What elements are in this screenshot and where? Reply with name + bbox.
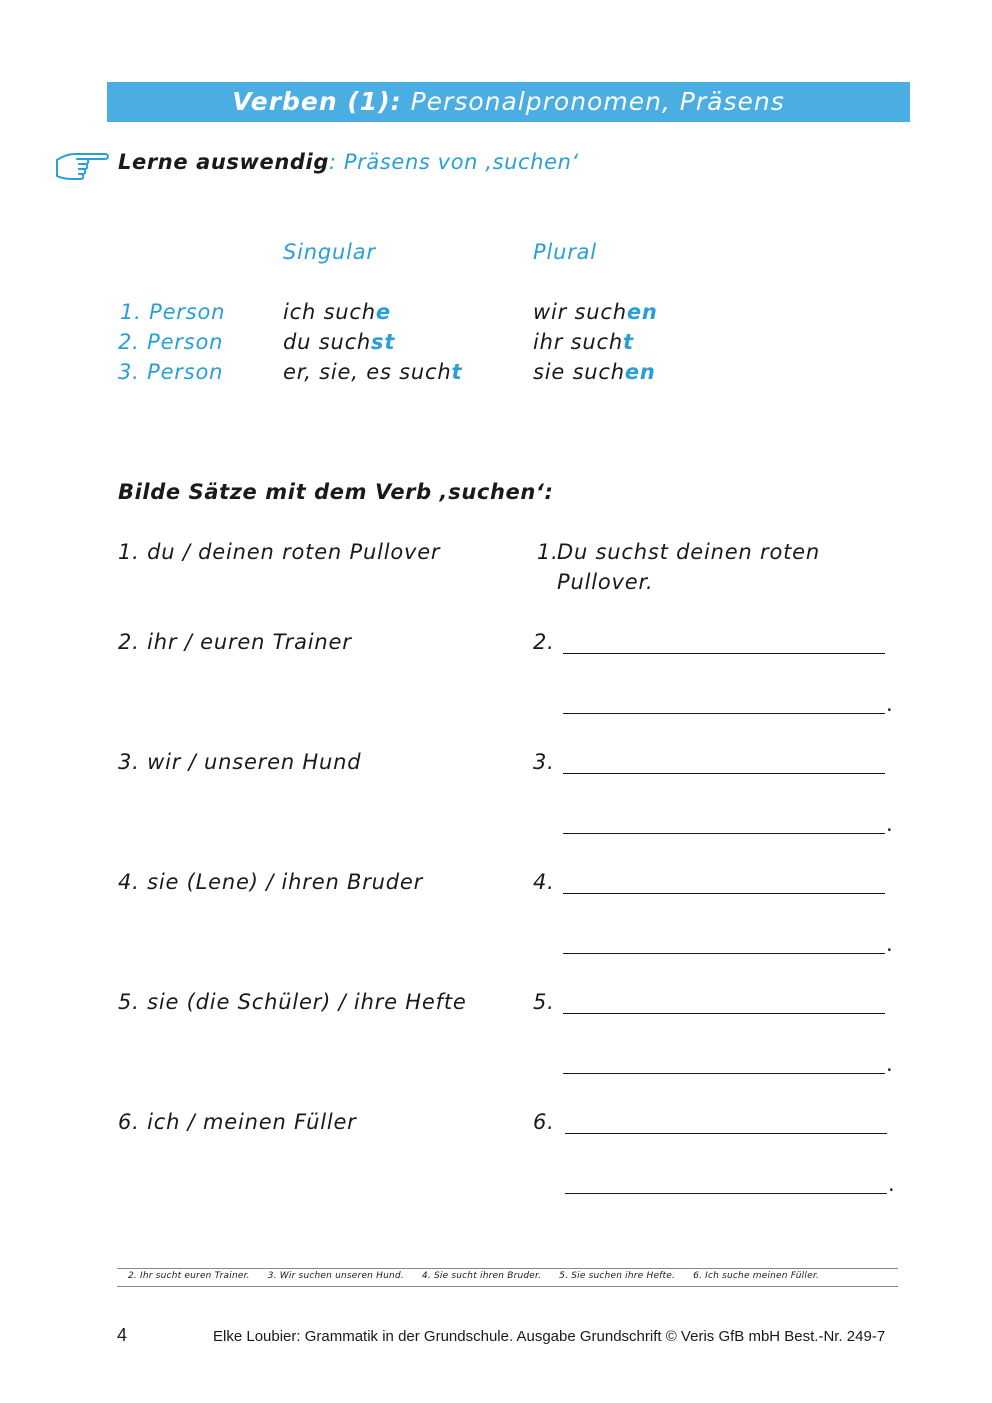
solution-4: 4. Sie sucht ihren Bruder. [421, 1271, 542, 1281]
page-number: 4 [117, 1325, 128, 1345]
example-answer-line1: Du suchst deinen roten [557, 540, 820, 564]
answer-period-6: . [888, 1172, 895, 1196]
person-label-2: 2. Person [118, 330, 224, 354]
title-bar [107, 82, 910, 122]
solution-2: 2. Ihr sucht euren Trainer. [128, 1271, 250, 1281]
person-label-1: 1. Person [120, 300, 226, 324]
answer-number-6: 6. [533, 1110, 555, 1134]
answer-period-4: . [886, 932, 893, 956]
title-subtopic: Personalpronomen, Präsens [401, 87, 785, 116]
answer-period-5: . [886, 1052, 893, 1076]
singular-stem-2: du such [283, 330, 372, 354]
answer-number-2: 2. [533, 630, 555, 654]
answer-line-4a[interactable] [563, 893, 885, 894]
solutions-top-rule [117, 1268, 898, 1269]
memorize-colon: : [328, 150, 344, 174]
singular-ending-2: st [371, 330, 396, 354]
exercise-prompt-1: 1. du / deinen roten Pullover [118, 540, 441, 564]
answer-number-4: 4. [533, 870, 555, 894]
memorize-heading [118, 150, 579, 174]
memorize-label: Lerne auswendig [118, 150, 329, 174]
solutions-key [128, 1271, 837, 1281]
plural-ending-3: en [624, 360, 656, 384]
plural-form-2 [533, 330, 634, 354]
answer-line-3b[interactable] [563, 833, 885, 834]
exercise-prompt-4: 4. sie (Lene) / ihren Bruder [118, 870, 424, 894]
memorize-topic: Präsens von ‚suchen‘ [343, 150, 579, 174]
solution-6: 6. Ich suche meinen Füller. [693, 1271, 819, 1281]
exercise-prompt-6: 6. ich / meinen Füller [118, 1110, 357, 1134]
solution-5: 5. Sie suchen ihre Hefte. [559, 1271, 676, 1281]
answer-number-3: 3. [533, 750, 555, 774]
plural-ending-1: en [626, 300, 658, 324]
singular-ending-1: e [375, 300, 391, 324]
singular-form-3 [283, 360, 462, 384]
plural-stem-1: wir such [533, 300, 627, 324]
answer-line-5a[interactable] [563, 1013, 885, 1014]
answer-line-3a[interactable] [563, 773, 885, 774]
exercise-prompt-5: 5. sie (die Schüler) / ihre Hefte [118, 990, 467, 1014]
plural-stem-3: sie such [533, 360, 625, 384]
title-topic: Verben (1): [232, 87, 402, 116]
plural-ending-2: t [622, 330, 634, 354]
answer-period-2: . [886, 692, 893, 716]
column-header-plural: Plural [533, 240, 597, 264]
pointing-hand-icon [55, 148, 111, 182]
answer-line-2b[interactable] [563, 713, 885, 714]
singular-form-1 [283, 300, 391, 324]
answer-line-6a[interactable] [565, 1133, 887, 1134]
solutions-bottom-rule [117, 1286, 898, 1287]
exercise-prompt-2: 2. ihr / euren Trainer [118, 630, 352, 654]
plural-form-1 [533, 300, 658, 324]
footer-credits: Elke Loubier: Grammatik in der Grundschule. Ausgabe Grundschrift © Veris GfB mbH Best.-Nr. 249-7 [213, 1328, 886, 1345]
singular-form-2 [283, 330, 395, 354]
singular-stem-3: er, sie, es such [283, 360, 452, 384]
solution-3: 3. Wir suchen unseren Hund. [267, 1271, 404, 1281]
answer-period-3: . [886, 812, 893, 836]
person-label-3: 3. Person [118, 360, 224, 384]
answer-line-2a[interactable] [563, 653, 885, 654]
answer-line-5b[interactable] [563, 1073, 885, 1074]
exercise-prompt-3: 3. wir / unseren Hund [118, 750, 362, 774]
example-answer-number: 1. [537, 540, 559, 564]
plural-form-3 [533, 360, 656, 384]
plural-stem-2: ihr such [533, 330, 623, 354]
page-title [107, 82, 910, 122]
answer-number-5: 5. [533, 990, 555, 1014]
column-header-singular: Singular [283, 240, 376, 264]
answer-line-4b[interactable] [563, 953, 885, 954]
singular-stem-1: ich such [283, 300, 376, 324]
singular-ending-3: t [451, 360, 463, 384]
answer-line-6b[interactable] [565, 1193, 887, 1194]
example-answer-line2: Pullover. [557, 570, 654, 594]
exercise-heading: Bilde Sätze mit dem Verb ‚suchen‘: [118, 480, 554, 504]
